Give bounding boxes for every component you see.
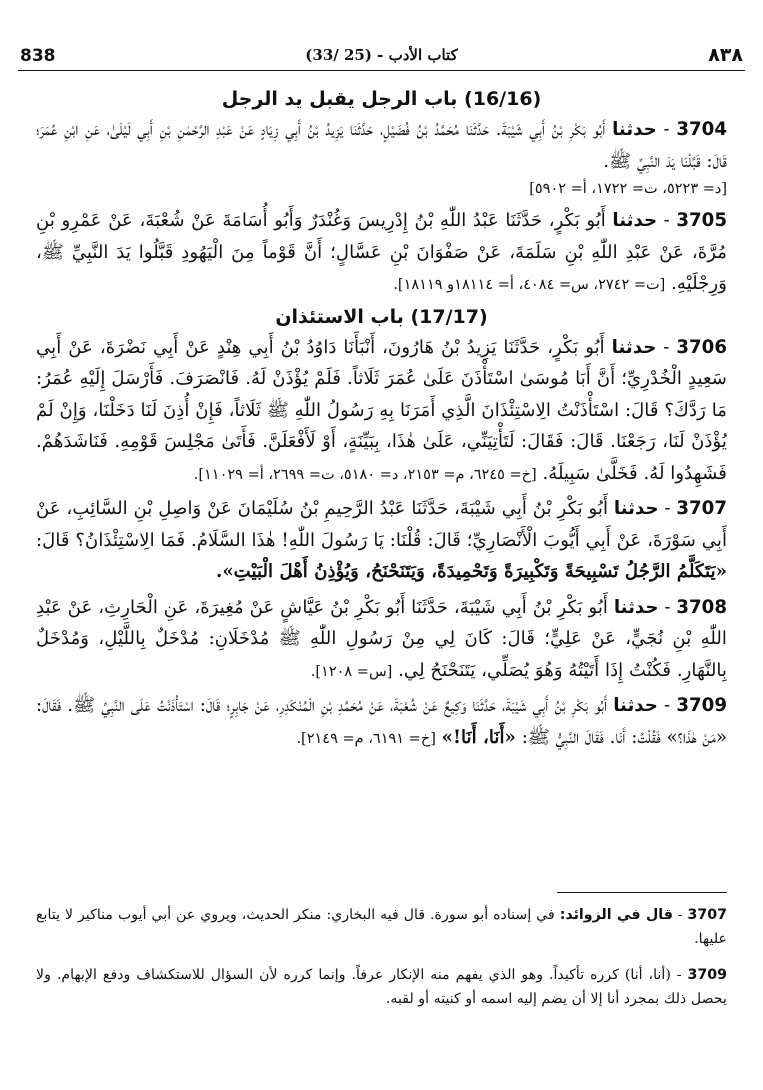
footnote-rule: [557, 892, 727, 893]
page-number-latin: 838: [20, 46, 56, 66]
main-text: [36, 86, 727, 886]
hadith-reference: [س= ١٢٠٨].: [310, 663, 393, 680]
running-title: (33/ 25) - كتاب الأدب: [305, 46, 458, 64]
hadith-3704: 3704 - حدثنا أَبُو بَكْرِ بْنُ أَبِي شَيْبَةَ. حَدَّثَنَا مُحَمَّدُ بْنُ فُضَيْلٍ، حَدَّثَنَا يَزِيدُ بْنُ أَبِي زِيَادٍ عَنْ عَبْدِ الرَّحْمٰنِ بْنِ أَبِي لَيْلَىٰ، عَنِ ابْنِ عُمَرَ؛ قَالَ: قَبَّلْنَا يَدَ النَّبِيِّ ﷺ.: [36, 119, 727, 172]
footnote-number: 3709: [687, 967, 727, 983]
hadith-reference: [د= ٥٢٢٣، ت= ١٧٢٢، أ= ٥٩٠٢]: [529, 181, 727, 197]
chapter-heading: (16/16) باب الرجل يقبل يد الرجل: [221, 88, 542, 110]
hadith-number: 3705: [676, 210, 727, 231]
hadith-text: أَبُو بَكْرِ بْنُ أَبِي شَيْبَةَ، حَدَّثَنَا وَكِيعٌ عَنْ شُعْبَةَ، عَنْ مُحَمَّدِ بْنِ الْمُنْكَدِرِ، عَنْ جَابِرٍ؛ قَالَ: اسْتَأْذَنْتُ عَلَى النَّبِيِّ ﷺ. فَقَالَ: «مَنْ هٰذَا؟» فَقُلْتُ: أَنَا. فَقَالَ النَّبِيُّ ﷺ:: [36, 695, 727, 748]
hadith-3706: 3706 - حدثنا أَبُو بَكْرٍ، حَدَّثَنَا يَزِيدُ بْنُ هَارُونَ، أَنْبَأَنَا دَاوُدُ بْنُ أَبِي هِنْدٍ عَنْ أَبِي نَضْرَةَ، عَنْ أَبِي سَعِيدٍ الْخُدْرِيِّ؛ أَنَّ أَبَا مُوسَىٰ اسْتَأْذَنَ عَلَىٰ عُمَرَ ثَلَاثاً. فَلَمْ يُؤْذَنْ لَهُ. فَانْصَرَفَ. فَأَرْسَلَ إِلَيْهِ عُمَرُ: مَا رَدَّكَ؟ قَالَ: اسْتَأْذَنْتُ الِاسْتِئْذَانَ الَّذِي أَمَرَنَا بِهِ رَسُولُ اللّٰهِ ﷺ ثَلَاثاً، فَإِنْ أُذِنَ لَنَا دَخَلْنَا، وَإِنْ لَمْ يُؤْذَنْ لَنَا، رَجَعْنَا. قَالَ: فَقَالَ: لَتَأْتِيَنِّي، عَلَىٰ هٰذَا، بِبَيِّنَةٍ، أَوْ لَأَفْعَلَنَّ. فَأَتَىٰ مَجْلِسَ قَوْمِهِ. فَنَاشَدَهُمْ. فَشَهِدُوا لَهُ. فَخَلَّىٰ سَبِيلَهُ. [خ= ٦٢٤٥، م= ٢١٥٣، د= ٥١٨٠، ت= ٢٦٩٩، أ= ١١٠٢٩].: [36, 336, 727, 484]
hadith-number: 3704: [676, 119, 727, 140]
hadith-number: 3707: [676, 498, 727, 519]
footnote-text: في إسناده أبو سورة. قال فيه البخاري: منكر الحديث، ويروي عن أبي أيوب مناكير لا يتابع عليها.: [36, 907, 727, 947]
footnote-text: (أنا، أنا) كرره تأكيداً. وهو الذي يفهم منه الإنكار عرفاً. وإنما كرره لأن السؤال للاستكشاف ودفع الإبهام. ولا يحصل ذلك بمجرد أنا إلا أن يضم إليه اسمه أو كنيته أو لقبه.: [36, 967, 727, 1007]
hadith-matn: «يَتَكَلَّمُ الرَّجُلُ تَسْبِيحَةً وَتَكْبِيرَةً وَتَحْمِيدَةً، وَيَتَنَحْنَحُ، وَيُؤْذِنُ أَهْلَ الْبَيْتِ».: [215, 561, 727, 582]
hadith-3709: 3709 - حدثنا أَبُو بَكْرِ بْنُ أَبِي شَيْبَةَ، حَدَّثَنَا وَكِيعٌ عَنْ شُعْبَةَ، عَنْ مُحَمَّدِ بْنِ الْمُنْكَدِرِ، عَنْ جَابِرٍ؛ قَالَ: اسْتَأْذَنْتُ عَلَى النَّبِيِّ ﷺ. فَقَالَ: «مَنْ هٰذَا؟» فَقُلْتُ: أَنَا. فَقَالَ النَّبِيُّ ﷺ: «أَنَا، أَنَا!» [خ= ٦١٩١، م= ٢١٤٩].: [36, 695, 727, 748]
hadith-number: 3708: [676, 596, 727, 618]
hadith-number: 3706: [676, 336, 727, 358]
hadith-lead: حدثنا: [611, 336, 657, 358]
footnote-3707: 3707 - قال في الزوائد: في إسناده أبو سورة. قال فيه البخاري: منكر الحديث، ويروي عن أبي أيوب مناكير لا يتابع عليها.: [36, 907, 727, 947]
page-header: [18, 40, 745, 71]
hadith-lead: حدثنا: [612, 119, 657, 140]
hadith-text: أَبُو بَكْرِ بْنُ أَبِي شَيْبَةَ. حَدَّثَنَا مُحَمَّدُ بْنُ فُضَيْلٍ، حَدَّثَنَا يَزِيدُ بْنُ أَبِي زِيَادٍ عَنْ عَبْدِ الرَّحْمٰنِ بْنِ أَبِي لَيْلَىٰ، عَنِ ابْنِ عُمَرَ؛ قَالَ: قَبَّلْنَا يَدَ النَّبِيِّ ﷺ.: [36, 119, 727, 172]
hadith-3705: 3705 - حدثنا أَبُو بَكْرٍ، حَدَّثَنَا عَبْدُ اللّٰهِ بْنُ إِدْرِيسَ وَغُنْدَرٌ وَأَبُو أُسَامَةَ عَنْ شُعْبَةَ، عَنْ عَمْرِو بْنِ مُرَّةَ، عَنْ عَبْدِ اللّٰهِ بْنِ سَلَمَةَ، عَنْ صَفْوَانَ بْنِ عَسَّالٍ؛ أَنَّ قَوْماً مِنَ الْيَهُودِ قَبَّلُوا يَدَ النَّبِيِّ ﷺ، وَرِجْلَيْهِ. [ت= ٢٧٤٢، س= ٤٠٨٤، أ= ١٨١١٤و ١٨١١٩].: [36, 210, 727, 294]
hadith-reference: [خ= ٦١٩١، م= ٢١٤٩].: [296, 730, 436, 747]
hadith-lead: حدثنا: [613, 596, 659, 618]
hadith-text: أَبُو بَكْرٍ، حَدَّثَنَا عَبْدُ اللّٰهِ بْنُ إِدْرِيسَ وَغُنْدَرٌ وَأَبُو أُسَامَةَ عَنْ شُعْبَةَ، عَنْ عَمْرِو بْنِ مُرَّةَ، عَنْ عَبْدِ اللّٰهِ بْنِ سَلَمَةَ، عَنْ صَفْوَانَ بْنِ عَسَّالٍ؛ أَنَّ قَوْماً مِنَ الْيَهُودِ قَبَّلُوا يَدَ النَّبِيِّ ﷺ، وَرِجْلَيْهِ.: [36, 210, 727, 294]
hadith-number: 3709: [676, 695, 727, 716]
hadith-lead: حدثنا: [613, 695, 658, 716]
hadith-matn: «أَنَا، أَنَا!»: [441, 726, 516, 748]
hadith-lead: حدثنا: [612, 210, 658, 231]
footnote-number: 3707: [687, 907, 727, 923]
page-number-arabic: ٨٣٨: [708, 44, 743, 66]
hadith-3707: 3707 - حدثنا أَبُو بَكْرِ بْنُ أَبِي شَيْبَةَ، حَدَّثَنَا عَبْدُ الرَّحِيمِ بْنُ سُلَيْمَانَ عَنْ وَاصِلِ بْنِ السَّائِبِ، عَنْ أَبِي سَوْرَةَ، عَنْ أَبِي أَيُّوبَ الْأَنْصَارِيِّ؛ قَالَ: قُلْنَا: يَا رَسُولَ اللّٰهِ! هٰذَا السَّلَامُ. فَمَا الِاسْتِئْذَانُ؟ قَالَ: «يَتَكَلَّمُ الرَّجُلُ تَسْبِيحَةً وَتَكْبِيرَةً وَتَحْمِيدَةً، وَيَتَنَحْنَحُ، وَيُؤْذِنُ أَهْلَ الْبَيْتِ».: [36, 498, 727, 582]
footnote-3709: 3709 - (أنا، أنا) كرره تأكيداً. وهو الذي يفهم منه الإنكار عرفاً. وإنما كرره لأن السؤال للاستكشاف ودفع الإبهام. ولا يحصل ذلك بمجرد أنا إلا أن يضم إليه اسمه أو كنيته أو لقبه.: [36, 967, 727, 1007]
hadith-text: أَبُو بَكْرِ بْنُ أَبِي شَيْبَةَ، حَدَّثَنَا أَبُو بَكْرِ بْنُ عَيَّاشٍ عَنْ مُغِيرَةَ، عَنِ الْحَارِثِ، عَنْ عَبْدِ اللّٰهِ بْنِ نُجَيٍّ، عَنْ عَلِيٍّ؛ قَالَ: كَانَ لِي مِنْ رَسُولِ اللّٰهِ ﷺ مُدْخَلَانِ: مُدْخَلٌ بِاللَّيْلِ، وَمُدْخَلٌ بِالنَّهَارِ. فَكُنْتُ إِذَا أَتَيْتُهُ وَهُوَ يُصَلِّي، يَتَنَحْنَحُ لِي.: [36, 596, 727, 681]
hadith-lead: حدثنا: [613, 498, 659, 519]
hadith-reference: [ت= ٢٧٤٢، س= ٤٠٨٤، أ= ١٨١١٤و ١٨١١٩].: [393, 277, 666, 293]
hadith-text: أَبُو بَكْرٍ، حَدَّثَنَا يَزِيدُ بْنُ هَارُونَ، أَنْبَأَنَا دَاوُدُ بْنُ أَبِي هِنْدٍ عَنْ أَبِي نَضْرَةَ، عَنْ أَبِي سَعِيدٍ الْخُدْرِيِّ؛ أَنَّ أَبَا مُوسَىٰ اسْتَأْذَنَ عَلَىٰ عُمَرَ ثَلَاثاً. فَلَمْ يُؤْذَنْ لَهُ. فَانْصَرَفَ. فَأَرْسَلَ إِلَيْهِ عُمَرُ: مَا رَدَّكَ؟ قَالَ: اسْتَأْذَنْتُ الِاسْتِئْذَانَ الَّذِي أَمَرَنَا بِهِ رَسُولُ اللّٰهِ ﷺ ثَلَاثاً، فَإِنْ أُذِنَ لَنَا دَخَلْنَا، وَإِنْ لَمْ يُؤْذَنْ لَنَا، رَجَعْنَا. قَالَ: فَقَالَ: لَتَأْتِيَنِّي، عَلَىٰ هٰذَا، بِبَيِّنَةٍ، أَوْ لَأَفْعَلَنَّ. فَأَتَىٰ مَجْلِسَ قَوْمِهِ. فَنَاشَدَهُمْ. فَشَهِدُوا لَهُ. فَخَلَّىٰ سَبِيلَهُ.: [36, 336, 727, 484]
hadith-3708: 3708 - حدثنا أَبُو بَكْرِ بْنُ أَبِي شَيْبَةَ، حَدَّثَنَا أَبُو بَكْرِ بْنُ عَيَّاشٍ عَنْ مُغِيرَةَ، عَنِ الْحَارِثِ، عَنْ عَبْدِ اللّٰهِ بْنِ نُجَيٍّ، عَنْ عَلِيٍّ؛ قَالَ: كَانَ لِي مِنْ رَسُولِ اللّٰهِ ﷺ مُدْخَلَانِ: مُدْخَلٌ بِاللَّيْلِ، وَمُدْخَلٌ بِالنَّهَارِ. فَكُنْتُ إِذَا أَتَيْتُهُ وَهُوَ يُصَلِّي، يَتَنَحْنَحُ لِي. [س= ١٢٠٨].: [36, 596, 727, 681]
chapter-heading: (17/17) باب الاستئذان: [275, 305, 488, 328]
footnote-lead: قال في الزوائد:: [559, 907, 673, 923]
hadith-reference: [خ= ٦٢٤٥، م= ٢١٥٣، د= ٥١٨٠، ت= ٢٦٩٩، أ= ١١٠٢٩].: [193, 466, 537, 483]
footnotes: [36, 892, 727, 1023]
hadith-text: أَبُو بَكْرِ بْنُ أَبِي شَيْبَةَ، حَدَّثَنَا عَبْدُ الرَّحِيمِ بْنُ سُلَيْمَانَ عَنْ وَاصِلِ بْنِ السَّائِبِ، عَنْ أَبِي سَوْرَةَ، عَنْ أَبِي أَيُّوبَ الْأَنْصَارِيِّ؛ قَالَ: قُلْنَا: يَا رَسُولَ اللّٰهِ! هٰذَا السَّلَامُ. فَمَا الِاسْتِئْذَانُ؟ قَالَ:: [36, 498, 727, 551]
